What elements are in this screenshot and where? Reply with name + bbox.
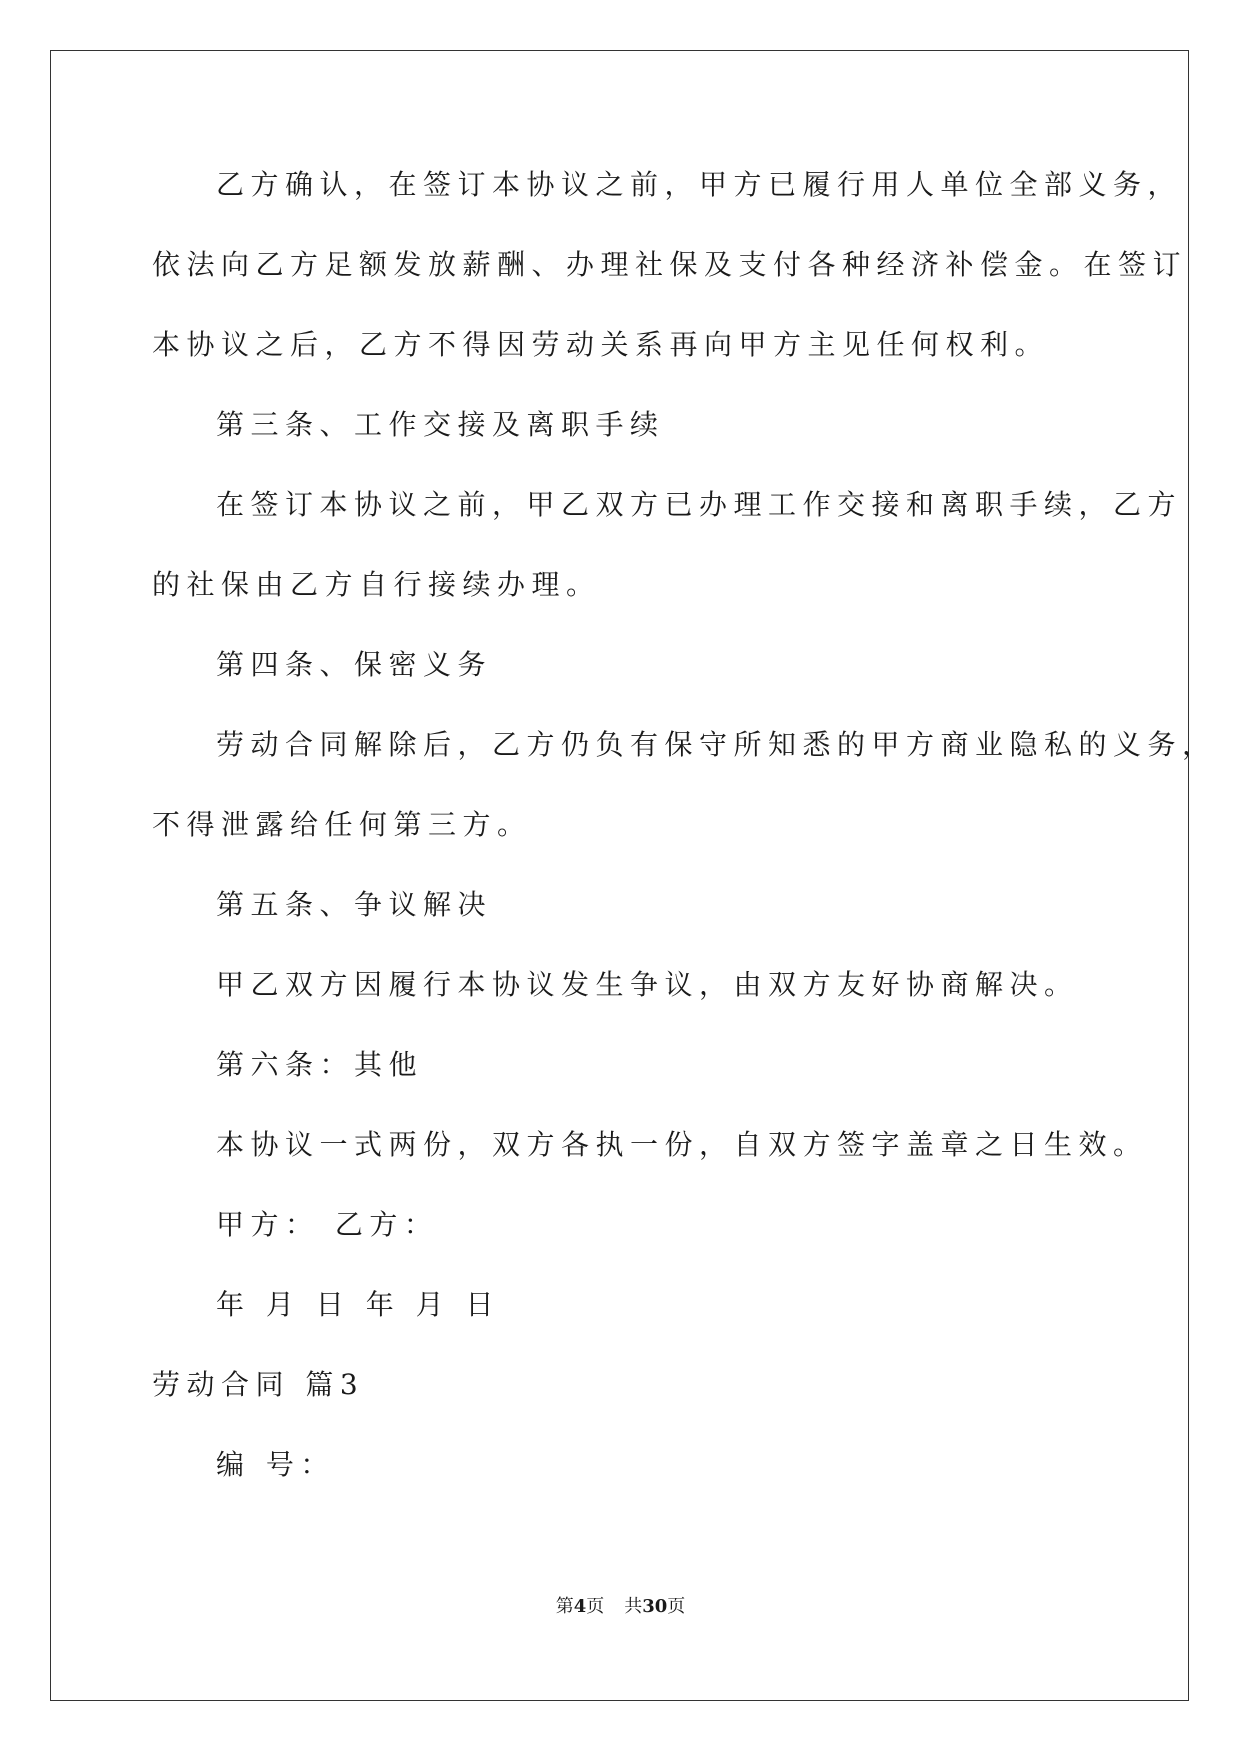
footer-total-suffix: 页 [667, 1596, 686, 1617]
page-footer [0, 1595, 1241, 1619]
footer-page-number: 4 [573, 1596, 587, 1617]
party-signature-line: 甲方： 乙方： [216, 1208, 439, 1241]
date-line: 年 月 日 年 月 日 [216, 1288, 501, 1321]
text-line-11: 甲乙双方因履行本协议发生争议，由双方友好协商解决。 [216, 968, 1079, 1001]
article-6-heading: 第六条：其他 [216, 1048, 424, 1081]
text-line-1: 乙方确认，在签订本协议之前，甲方已履行用人单位全部义务， [216, 168, 1183, 201]
text-line-6: 的社保由乙方自行接续办理。 [152, 568, 601, 601]
text-line-5: 在签订本协议之前，甲乙双方已办理工作交接和离职手续，乙方 [216, 488, 1183, 521]
text-line-3: 本协议之后，乙方不得因劳动关系再向甲方主见任何权利。 [152, 328, 1050, 361]
section-heading: 劳动合同 篇3 [152, 1368, 365, 1401]
article-4-heading: 第四条、保密义务 [216, 648, 493, 681]
footer-total-prefix: 共 [624, 1596, 643, 1617]
article-3-heading: 第三条、工作交接及离职手续 [216, 408, 665, 441]
text-line-8: 劳动合同解除后，乙方仍负有保守所知悉的甲方商业隐私的义务， [216, 728, 1217, 761]
text-line-9: 不得泄露给任何第三方。 [152, 808, 532, 841]
article-5-heading: 第五条、争议解决 [216, 888, 493, 921]
number-field-label: 编 号： [216, 1448, 335, 1481]
text-line-13: 本协议一式两份，双方各执一份，自双方签字盖章之日生效。 [216, 1128, 1148, 1161]
footer-total-pages: 30 [642, 1596, 668, 1617]
footer-prefix: 第 [555, 1596, 574, 1617]
text-line-2: 依法向乙方足额发放薪酬、办理社保及支付各种经济补偿金。在签订 [152, 248, 1188, 281]
footer-page-suffix: 页 [586, 1596, 605, 1617]
